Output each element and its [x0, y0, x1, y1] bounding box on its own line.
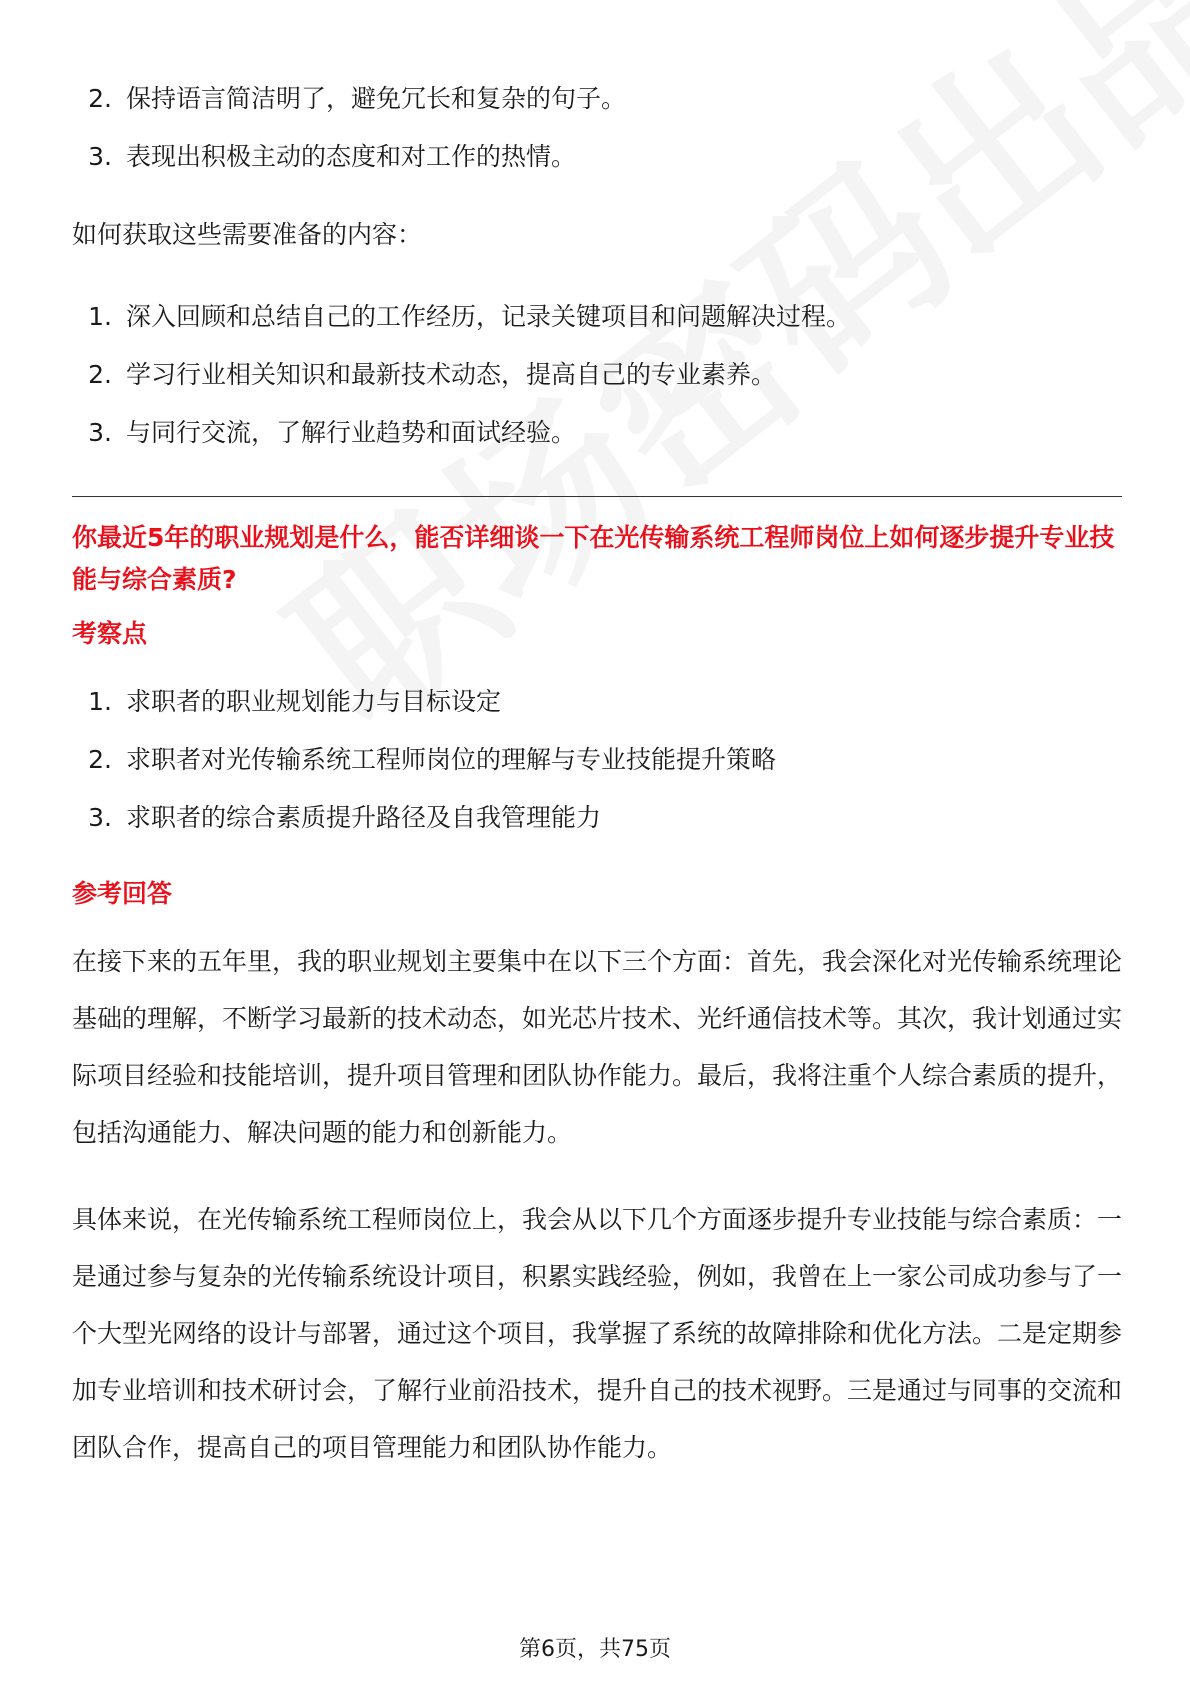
- list-text: 表现出积极主动的态度和对工作的热情。: [126, 142, 577, 171]
- list-number: 3.: [88, 142, 112, 171]
- list-number: 1.: [88, 687, 112, 716]
- answer-title: 参考回答: [72, 879, 173, 908]
- list-number: 2.: [88, 745, 112, 774]
- list-text: 求职者的综合素质提升路径及自我管理能力: [126, 803, 602, 832]
- list-number: 2.: [88, 360, 112, 389]
- prep-list: [72, 288, 1122, 462]
- list-text: 学习行业相关知识和最新技术动态，提高自己的专业素养。: [126, 360, 777, 389]
- list-item: [72, 128, 1122, 186]
- answer-paragraph: 在接下来的五年里，我的职业规划主要集中在以下三个方面：首先，我会深化对光传输系统理论基础的理解，不断学习最新的技术动态，如光芯片技术、光纤通信技术等。其次，我计划通过实际项目经验和技能培训，提升项目管理和团队协作能力。最后，我将注重个人综合素质的提升，包括沟通能力、解决问题的能力和创新能力。: [72, 947, 1123, 1147]
- top-list: [72, 70, 1122, 186]
- list-text: 与同行交流，了解行业趋势和面试经验。: [126, 418, 577, 447]
- list-item: [72, 288, 1122, 346]
- points-list: [72, 673, 1122, 847]
- list-number: 3.: [88, 418, 112, 447]
- list-item: [72, 346, 1122, 404]
- question-heading: 你最近5年的职业规划是什么，能否详细谈一下在光传输系统工程师岗位上如何逐步提升专业技能与综合素质?: [72, 523, 1115, 594]
- list-item: [72, 731, 1122, 789]
- list-item: [72, 70, 1122, 128]
- list-number: 1.: [88, 302, 112, 331]
- prep-lead: 如何获取这些需要准备的内容：: [72, 220, 423, 249]
- section-divider: [72, 496, 1122, 497]
- list-text: 求职者对光传输系统工程师岗位的理解与专业技能提升策略: [126, 745, 777, 774]
- page-content: [72, 70, 1122, 1476]
- answer-paragraph: 具体来说，在光传输系统工程师岗位上，我会从以下几个方面逐步提升专业技能与综合素质：一是通过参与复杂的光传输系统设计项目，积累实践经验，例如，我曾在上一家公司成功参与了一个大型光网络的设计与部署，通过这个项目，我掌握了系统的故障排除和优化方法。二是定期参加专业培训和技术研讨会，了解行业前沿技术，提升自己的技术视野。三是通过与同事的交流和团队合作，提高自己的项目管理能力和团队协作能力。: [72, 1205, 1123, 1462]
- list-item: [72, 789, 1122, 847]
- list-item: [72, 673, 1122, 731]
- list-number: 2.: [88, 84, 112, 113]
- points-title: 考察点: [72, 619, 148, 648]
- list-text: 深入回顾和总结自己的工作经历，记录关键项目和问题解决过程。: [126, 302, 852, 331]
- list-text: 保持语言简洁明了，避免冗长和复杂的句子。: [126, 84, 627, 113]
- page-footer: 第6页，共75页: [519, 1637, 671, 1662]
- list-item: [72, 404, 1122, 462]
- list-text: 求职者的职业规划能力与目标设定: [126, 687, 502, 716]
- list-number: 3.: [88, 803, 112, 832]
